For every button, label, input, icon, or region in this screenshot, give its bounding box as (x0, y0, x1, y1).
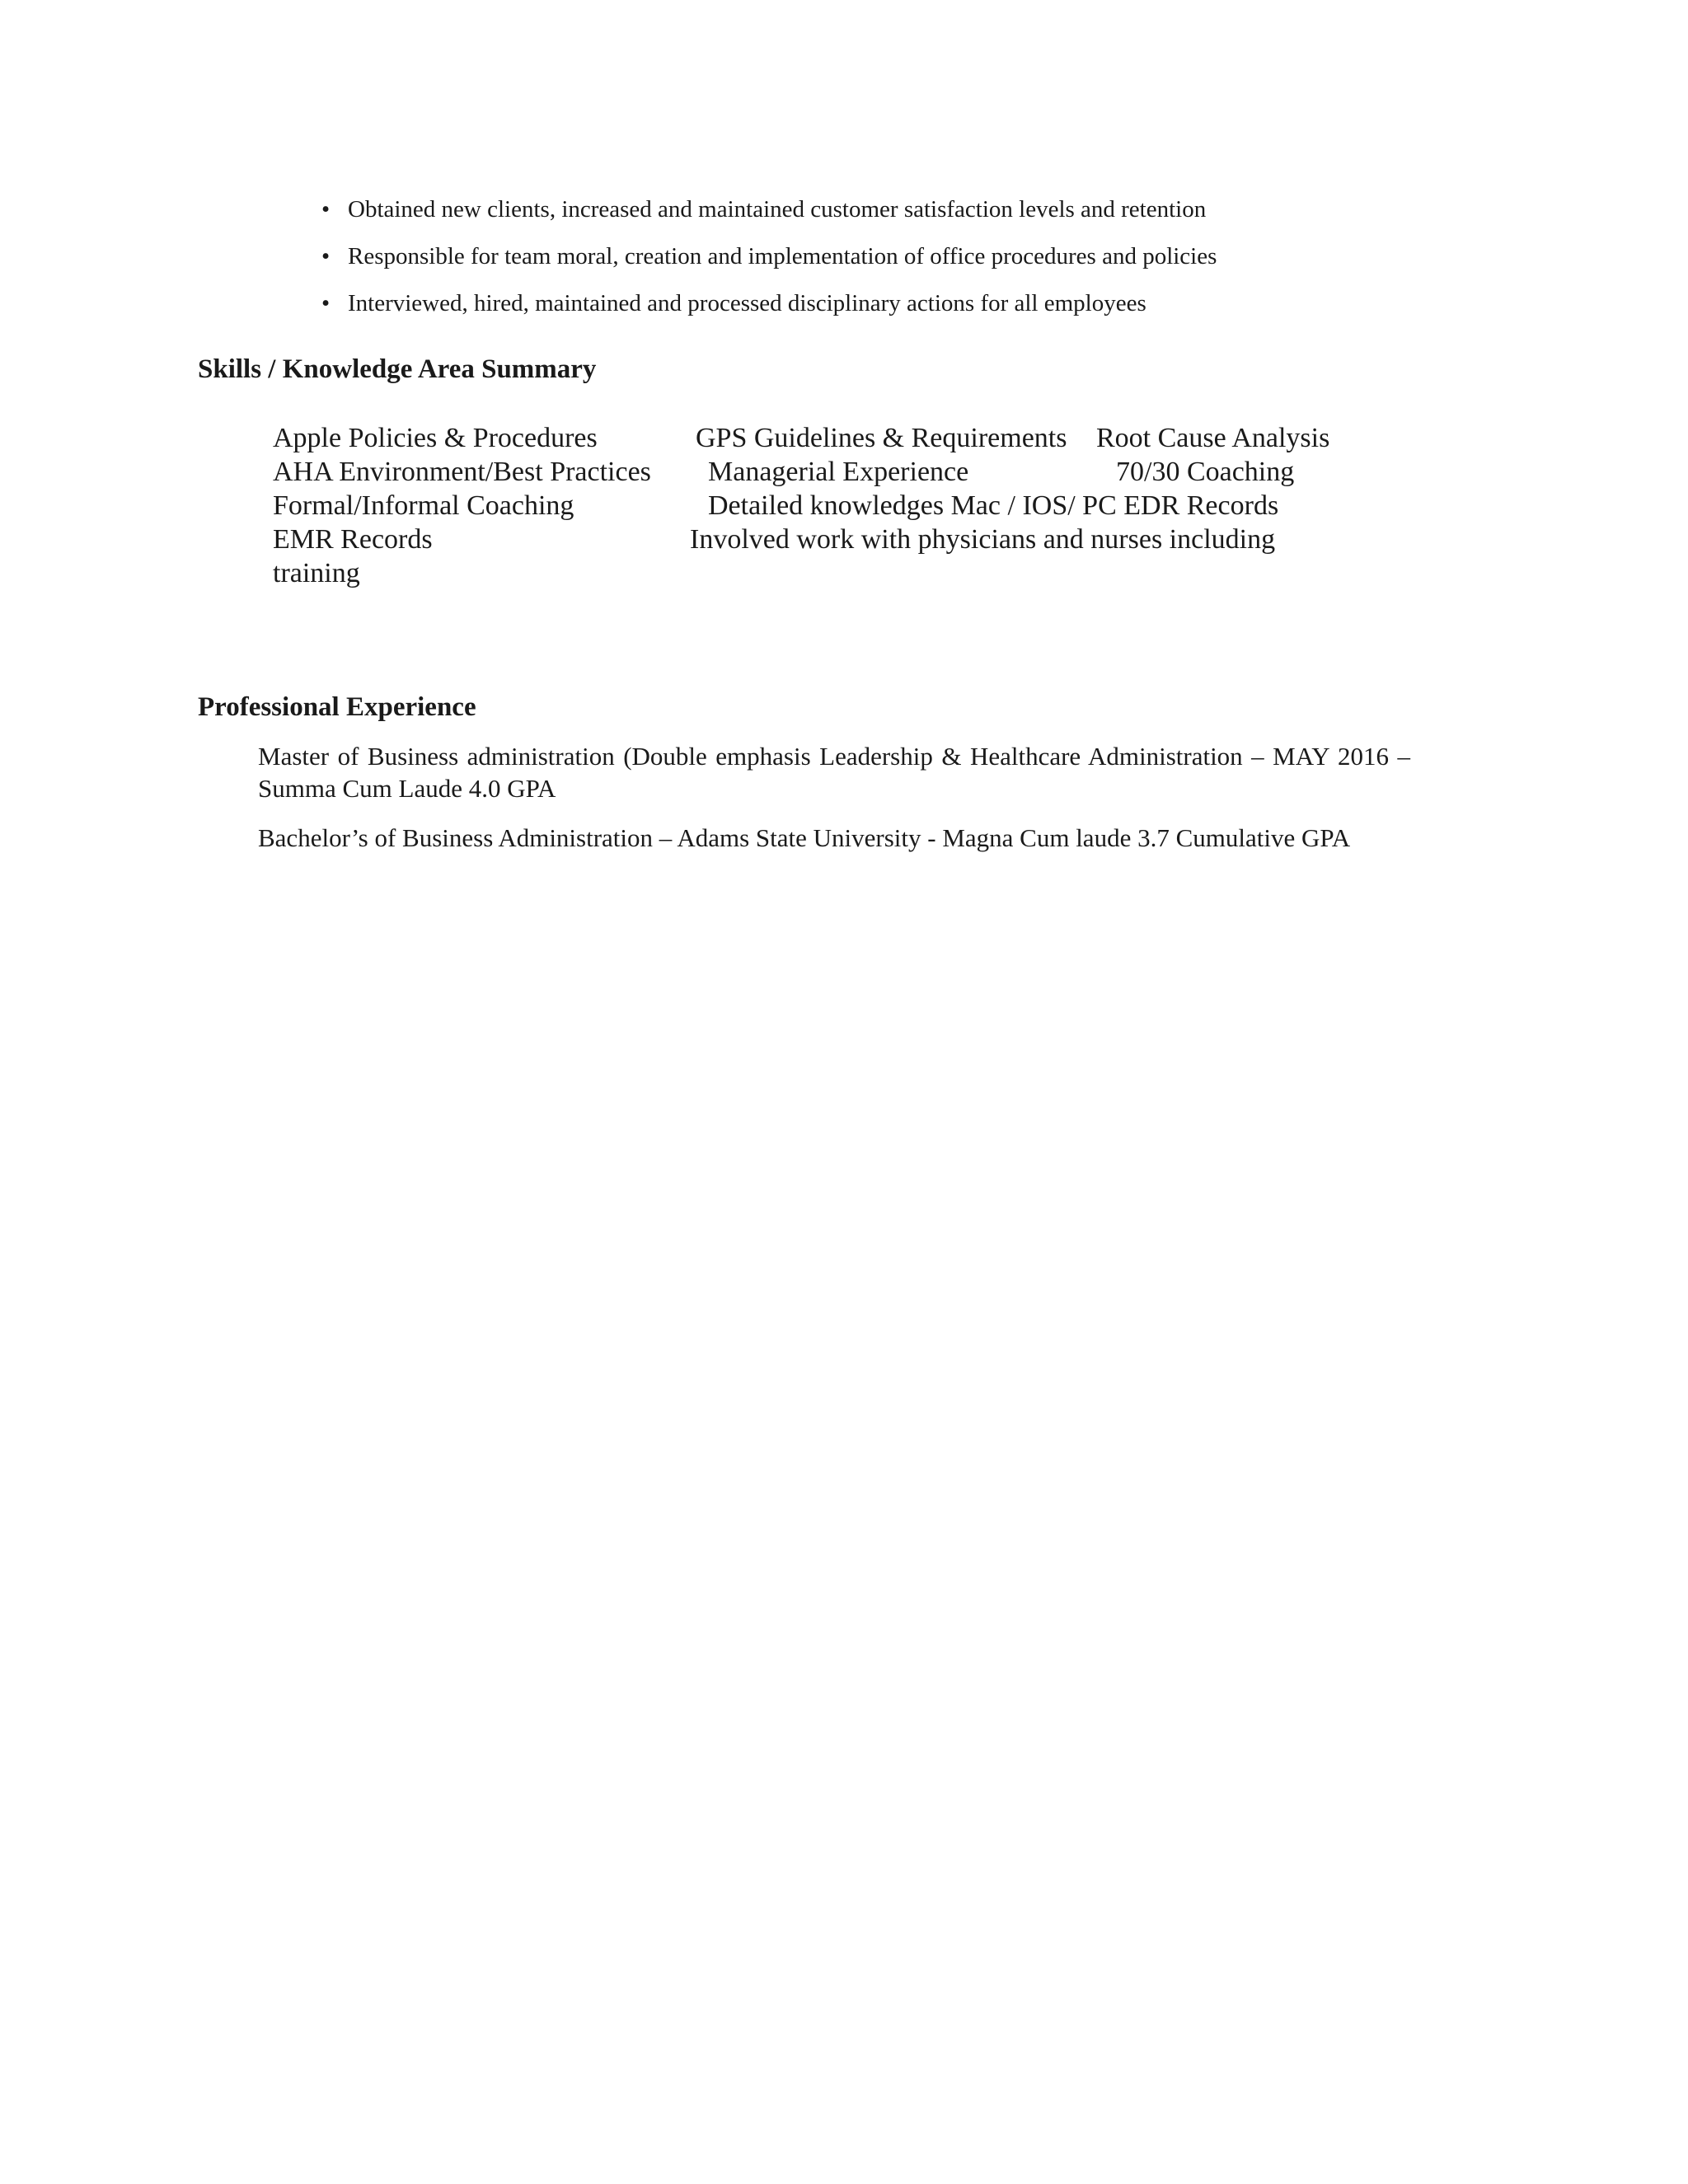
skills-row (273, 489, 1427, 523)
experience-entry: Master of Business administration (Double emphasis Leadership & Healthcare Administration – MAY 2016 – Summa Cum Laude 4.0 GPA (258, 742, 1410, 803)
skills-grid (273, 421, 1427, 590)
bullet-glyph: • (321, 243, 331, 269)
skill-item: AHA Environment/Best Practices (273, 457, 651, 487)
skill-wrap-line: training (273, 558, 360, 588)
skills-row (273, 523, 1427, 556)
skill-item: Apple Policies & Procedures (273, 423, 598, 453)
skill-item: Detailed knowledges Mac / IOS/ PC EDR Records (708, 490, 1279, 521)
skill-item: Formal/Informal Coaching (273, 490, 574, 521)
skill-item: Involved work with physicians and nurses including (690, 524, 1276, 555)
experience-entry: Bachelor’s of Business Administration – Adams State University - Magna Cum laude 3.7 Cumulative GPA (258, 823, 1351, 852)
skill-item: GPS Guidelines & Requirements (696, 423, 1067, 453)
skills-row (273, 421, 1427, 455)
bullet-text: Responsible for team moral, creation and implementation of office procedures and policies (348, 243, 1217, 269)
bullet-glyph: • (321, 196, 331, 223)
bullet-item (321, 241, 1475, 271)
duties-bullet-list (321, 194, 1475, 335)
experience-section-heading: Professional Experience (198, 692, 476, 722)
bullet-item (321, 288, 1475, 318)
bullet-item (321, 194, 1475, 224)
bullet-glyph: • (321, 290, 331, 316)
skills-row (273, 455, 1427, 489)
skill-item: Root Cause Analysis (1096, 423, 1330, 453)
bullet-text: Obtained new clients, increased and maintained customer satisfaction levels and retention (348, 196, 1207, 223)
skill-item: 70/30 Coaching (1116, 457, 1295, 487)
skill-item: EMR Records (273, 524, 433, 555)
skill-item: Managerial Experience (708, 457, 969, 487)
skills-section-heading: Skills / Knowledge Area Summary (198, 354, 597, 384)
bullet-text: Interviewed, hired, maintained and processed disciplinary actions for all employees (348, 290, 1146, 316)
